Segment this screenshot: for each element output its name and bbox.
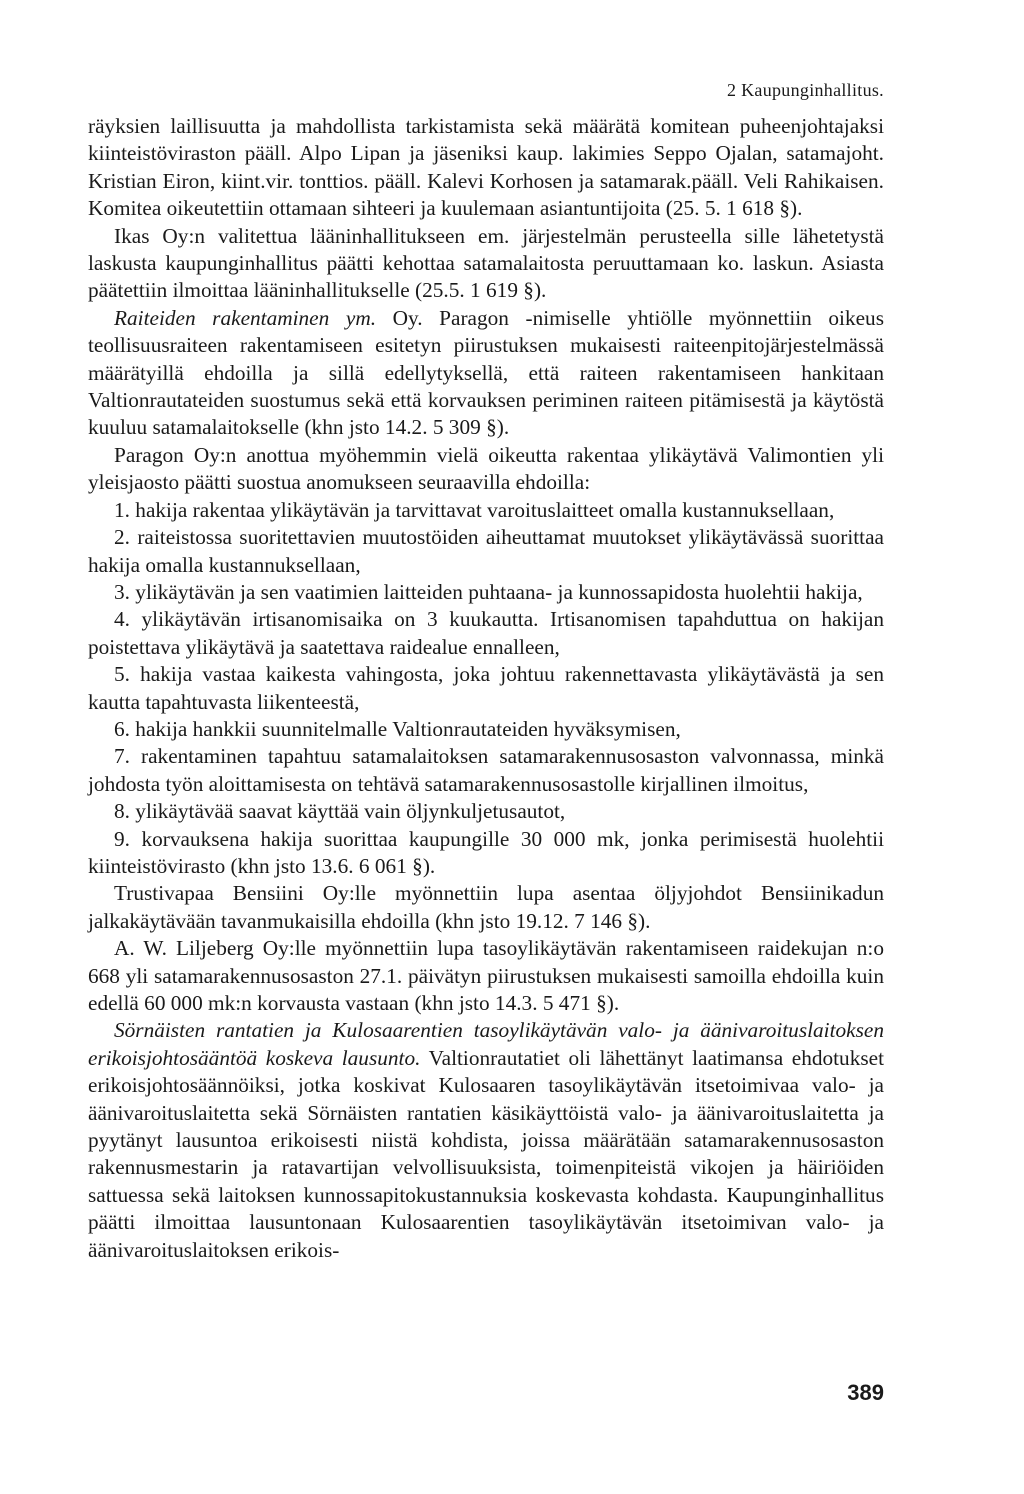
paragraph (88, 880, 884, 935)
page-number: 389 (847, 1380, 884, 1405)
paragraph (88, 826, 884, 881)
paragraph-text: Trustivapaa Bensiini Oy:lle myönnettiin lupa asentaa öljyjohdot Bensiinikadun jalkakäytävään tavanmukaisilla ehdoilla (khn jsto 19.12. 7 146 §). (88, 881, 884, 933)
paragraph (88, 716, 884, 743)
running-header: 2 Kaupunginhallitus. (727, 80, 884, 100)
paragraph (88, 579, 884, 606)
paragraph (88, 442, 884, 497)
paragraph (88, 524, 884, 579)
paragraph-heading: Sörnäisten rantatien ja Kulosaarentien tasoylikäytävän valo- ja äänivaroituslaitoksen erikoisjohtosääntöä koskeva lausunto. (88, 1018, 884, 1070)
paragraph (88, 223, 884, 305)
paragraph-text: 1. hakija rakentaa ylikäytävän ja tarvittavat varoituslaitteet omalla kustannuksellaan, (114, 497, 835, 522)
body-text (88, 113, 884, 1264)
paragraph-text: Paragon Oy:n anottua myöhemmin vielä oikeutta rakentaa ylikäytävä Valimontien yli yleisjaosto päätti suostua anomukseen seuraavilla ehdoilla: (88, 442, 884, 495)
paragraph-text: 9. korvauksena hakija suorittaa kaupungille 30 000 mk, jonka perimisestä huolehtii kiinteistövirasto (khn jsto 13.6. 6 061 §). (88, 826, 884, 878)
paragraph-text: 2. raiteistossa suoritettavien muutostöiden aiheuttamat muutokset ylikäytävässä suorittaa hakija omalla kustannuksellaan, (88, 525, 884, 577)
paragraph (88, 1017, 884, 1264)
paragraph (88, 305, 884, 442)
paragraph-heading: Raiteiden rakentaminen ym. (114, 305, 377, 330)
paragraph-text: 3. ylikäytävän ja sen vaatimien laitteiden puhtaana- ja kunnossapidosta huolehtii hakija, (114, 579, 863, 604)
paragraph (88, 606, 884, 661)
paragraph (88, 798, 884, 825)
paragraph-text: 4. ylikäytävän irtisanomisaika on 3 kuukautta. Irtisanomisen tapahduttua on hakijan poistettava ylikäytävä ja saatettava raidealue ennalleen, (88, 607, 884, 659)
paragraph-text: A. W. Liljeberg Oy:lle myönnettiin lupa tasoylikäytävän rakentamiseen raidekujan n:o 668 yli satamarakennusosaston 27.1. päivätyn piirustuksen mukaisesti samoilla ehdoilla kuin edellä 60 000 mk:n korvausta vastaan (khn jsto 14.3. 5 471 §). (88, 936, 884, 1015)
paragraph (88, 497, 884, 524)
paragraph (88, 935, 884, 1017)
paragraph-text: 8. ylikäytävää saavat käyttää vain öljynkuljetusautot, (114, 799, 566, 824)
paragraph-text: Oy. Paragon -nimiselle yhtiölle myönnettiin oikeus teollisuusraiteen rakentamiseen esitetyn piirustuksen mukaisesti raiteenpitojärjestelmässä määrätyillä ehdoilla ja sillä edellytyksellä, että raiteen rakentamiseen hankitaan Valtionrautateiden suostumus sekä että korvauksen periminen raiteen pitämisestä ja käytöstä kuuluu satamalaitokselle (khn jsto 14.2. 5 309 §). (88, 305, 884, 440)
paragraph-text: räyksien laillisuutta ja mahdollista tarkistamista sekä määrätä komitean puheenjohtajaksi kiinteistöviraston pääll. Alpo Lipan ja jäseniksi kaup. lakimies Seppo Ojalan, satamajoht. Kristian Eiron, kiint.vir. tonttios. pääll. Kalevi Korhosen ja satamarak.pääll. Veli Rahikaisen. Komitea oikeutettiin ottamaan sihteeri ja kuulemaan asiantuntijoita (25. 5. 1 618 §). (88, 114, 884, 221)
paragraph-text: 7. rakentaminen tapahtuu satamalaitoksen satamarakennusosaston valvonnassa, minkä johdosta työn aloittamisesta on tehtävä satamarakennusosastolle kirjallinen ilmoitus, (88, 744, 884, 796)
paragraph-text: 6. hakija hankkii suunnitelmalle Valtionrautateiden hyväksymisen, (114, 716, 681, 741)
paragraph-text: Valtionrautatiet oli lähettänyt laatimansa ehdotukset erikoisjohtosäännöiksi, jotka koskivat Kulosaaren tasoylikäytävän itsetoimivaa valo- ja äänivaroituslaitetta sekä Sörnäisten rantatien käsikäyttöistä valo- ja äänivaroituslaitetta ja pyytänyt lausuntoa erikoisesti niistä kohdista, joissa määrätään satamarakennusosaston rakennusmestarin ja ratavartijan velvollisuuksista, toimenpiteistä vikojen ja häiriöiden sattuessa sekä laitoksen kunnossapitokustannuksia koskevasta kohdasta. Kaupunginhallitus päätti ilmoittaa lausuntonaan Kulosaarentien tasoylikäytävän itsetoimivan valo- ja äänivaroituslaitoksen erikois- (88, 1045, 885, 1262)
paragraph (88, 661, 884, 716)
paragraph-text: Ikas Oy:n valitettua lääninhallitukseen em. järjestelmän perusteella sille lähetetystä laskusta kaupunginhallitus päätti kehottaa satamalaitosta peruuttamaan ko. laskun. Asiasta päätettiin ilmoittaa lääninhallitukselle (25.5. 1 619 §). (88, 223, 884, 303)
paragraph (88, 743, 884, 798)
paragraph-text: 5. hakija vastaa kaikesta vahingosta, joka johtuu rakennettavasta ylikäytävästä ja sen kautta tapahtuvasta liikenteestä, (88, 662, 884, 714)
paragraph (88, 113, 884, 223)
